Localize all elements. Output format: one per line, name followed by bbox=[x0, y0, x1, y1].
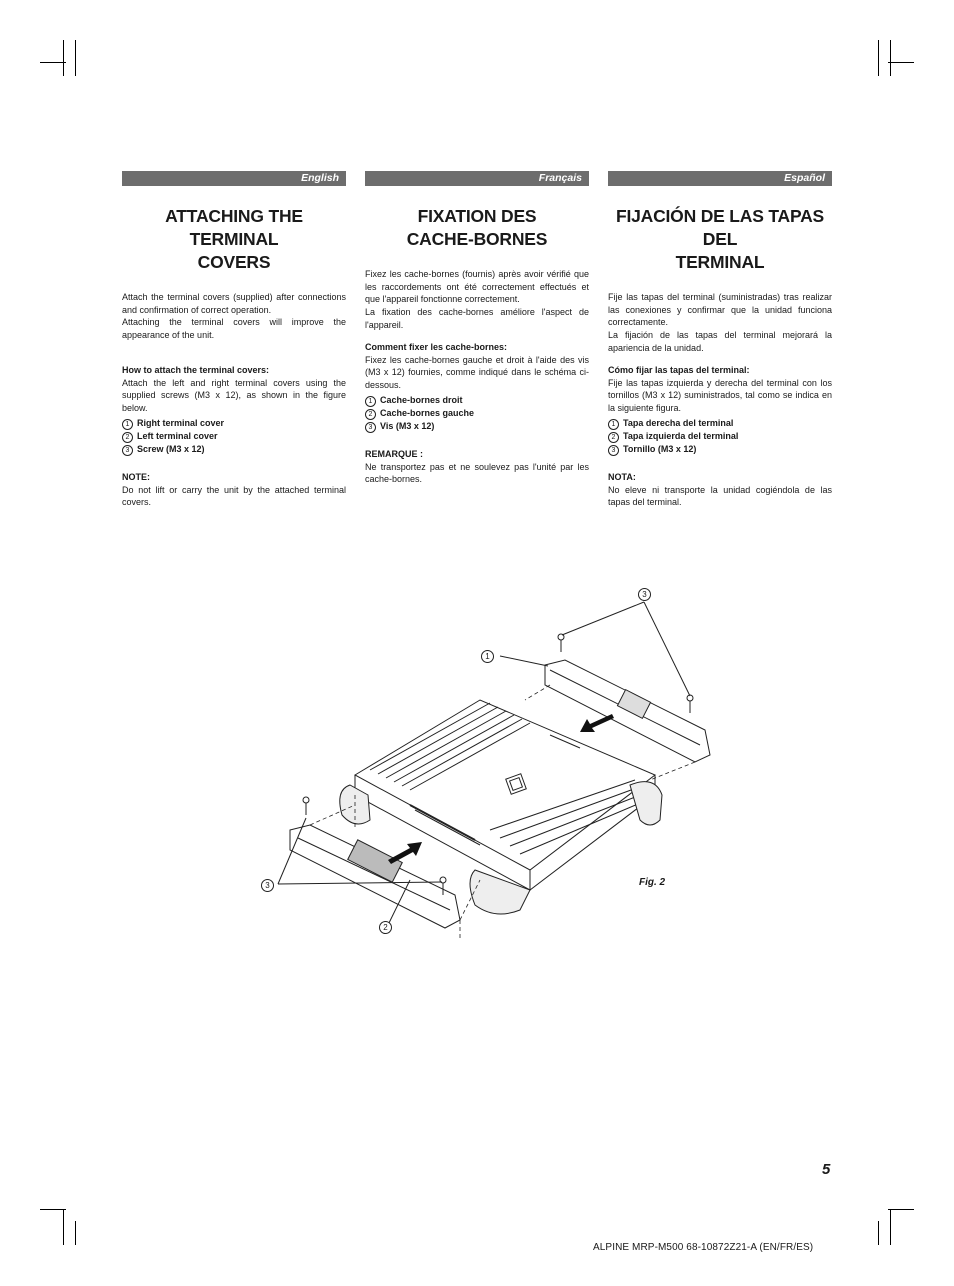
lang-bar: Français bbox=[365, 171, 589, 186]
note-section bbox=[365, 448, 589, 486]
howto-text: Fije las tapas izquierda y derecha del terminal con los tornillos (M3 x 12) suministrados, tal como se indica en la siguiente figura. bbox=[608, 377, 832, 414]
section-title: FIXATION DES CACHE-BORNES bbox=[406, 206, 548, 249]
screw-icon bbox=[558, 634, 564, 652]
howto-text: Fixez les cache-bornes gauche et droit à l'aide des vis (M3 x 12) fournies, comme indiqué dans le schéma ci-dessous. bbox=[365, 354, 589, 391]
howto-section bbox=[608, 364, 832, 417]
left-terminal-cover bbox=[290, 825, 460, 928]
callout-2: 2 bbox=[379, 921, 392, 934]
list-item: 1 Cache-bornes droit bbox=[365, 394, 589, 407]
note-heading: NOTE: bbox=[122, 472, 150, 482]
note-text: No eleve ni transporte la unidad cogiéndola de las tapas del terminal. bbox=[608, 484, 832, 508]
arrow-icon bbox=[388, 842, 422, 864]
howto-text: Attach the left and right terminal covers using the supplied screws (M3 x 12), as shown in the figure below. bbox=[122, 377, 346, 414]
parts-list bbox=[122, 417, 346, 459]
list-item: 2 Tapa izquierda del terminal bbox=[608, 430, 832, 443]
footer-text: ALPINE MRP-M500 68-10872Z21-A (EN/FR/ES) bbox=[593, 1242, 814, 1253]
callout-1: 1 bbox=[481, 650, 494, 663]
note-heading: NOTA: bbox=[608, 472, 636, 482]
callout-3-bottom: 3 bbox=[261, 879, 274, 892]
callout-3-top: 3 bbox=[638, 588, 651, 601]
arrow-icon bbox=[580, 714, 614, 732]
screw-icon bbox=[687, 695, 693, 713]
lang-bar: English bbox=[122, 171, 346, 186]
list-item: 1 Tapa derecha del terminal bbox=[608, 417, 832, 430]
list-item: 2 Cache-bornes gauche bbox=[365, 407, 589, 420]
howto-heading: Cómo fijar las tapas del terminal: bbox=[608, 365, 750, 375]
terminal-cover-figure bbox=[250, 580, 730, 950]
note-text: Do not lift or carry the unit by the attached terminal covers. bbox=[122, 484, 346, 508]
note-text: Ne transportez pas et ne soulevez pas l'unité par les cache-bornes. bbox=[365, 461, 589, 485]
note-section bbox=[608, 471, 832, 509]
list-item: 1 Right terminal cover bbox=[122, 417, 346, 430]
figure-caption: Fig. 2 bbox=[639, 877, 666, 888]
section-title: FIJACIÓN DE LAS TAPAS DEL TERMINAL bbox=[615, 206, 825, 272]
list-item: 3 Screw (M3 x 12) bbox=[122, 443, 346, 456]
page-number: 5 bbox=[822, 1161, 831, 1178]
parts-list bbox=[365, 394, 589, 436]
lang-bar: Español bbox=[608, 171, 832, 186]
amplifier-body bbox=[355, 700, 655, 870]
list-item: 2 Left terminal cover bbox=[122, 430, 346, 443]
list-item: 3 Vis (M3 x 12) bbox=[365, 420, 589, 433]
intro-text: Fixez les cache-bornes (fournis) après avoir vérifié que les raccordements ont été correctement effectués et que l'appareil fonctionne correctement. La fixation des cache-bornes améliore l'aspect de l'appareil. bbox=[365, 269, 589, 330]
column-english bbox=[122, 171, 346, 509]
howto-section bbox=[122, 364, 346, 417]
note-heading: REMARQUE : bbox=[365, 449, 423, 459]
howto-section bbox=[365, 341, 589, 394]
intro-text: Fije las tapas del terminal (suministradas) tras realizar las conexiones y confirmar que la unidad funciona correctamente. La fijación de las tapas del terminal mejorará la apariencia de la unidad. bbox=[608, 292, 832, 353]
howto-heading: How to attach the terminal covers: bbox=[122, 365, 270, 375]
list-item: 3 Tornillo (M3 x 12) bbox=[608, 443, 832, 456]
amplifier-illustration bbox=[250, 580, 730, 950]
column-french bbox=[365, 171, 589, 486]
column-spanish bbox=[608, 171, 832, 509]
note-section bbox=[122, 471, 346, 509]
section-title: ATTACHING THE TERMINAL COVERS bbox=[165, 206, 303, 272]
parts-list bbox=[608, 417, 832, 459]
howto-heading: Comment fixer les cache-bornes: bbox=[365, 342, 508, 352]
intro-text: Attach the terminal covers (supplied) after connections and confirmation of correct operation. Attaching the terminal covers will improve the appearance of the unit. bbox=[122, 292, 346, 341]
screw-icon bbox=[303, 797, 309, 815]
